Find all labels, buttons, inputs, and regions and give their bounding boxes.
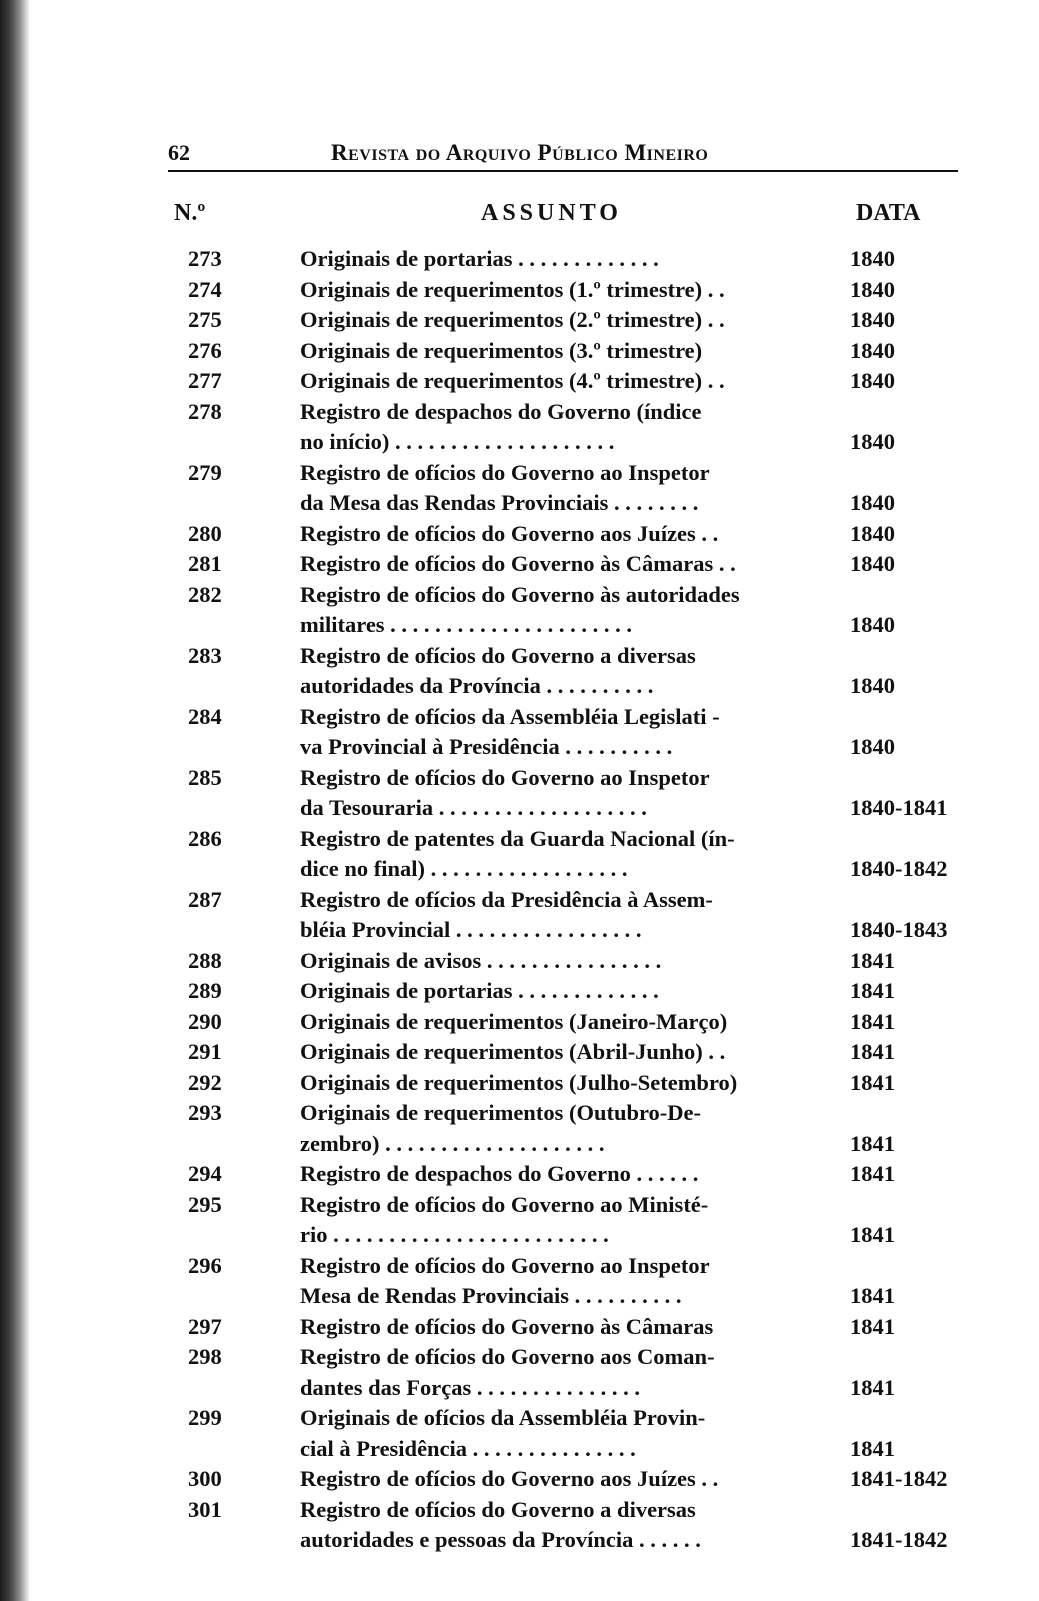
catalog-entry bbox=[0, 1342, 1039, 1403]
catalog-entry bbox=[0, 1251, 1039, 1312]
entry-subject: Registro de ofícios do Governo às autoridades militares . . . . . . . . . . . . . . . . . . . . . . bbox=[300, 581, 740, 637]
entry-date: 1840 bbox=[850, 734, 895, 759]
column-header-number: N.º bbox=[174, 200, 206, 226]
entry-number: 278 bbox=[188, 398, 222, 424]
entry-number: 300 bbox=[188, 1466, 222, 1491]
catalog-entry bbox=[0, 1007, 1039, 1038]
entry-date: 1841 bbox=[850, 1130, 895, 1156]
entry-date: 1840-1841 bbox=[850, 795, 948, 820]
entry-subject: Registro de ofícios da Presidência à Assem- bléia Provincial . . . . . . . . . . . . . . . . . bbox=[300, 886, 713, 942]
entry-number: 275 bbox=[188, 307, 222, 332]
entry-number: 301 bbox=[188, 1496, 222, 1522]
catalog-entry bbox=[0, 458, 1039, 519]
page-number: 62 bbox=[168, 140, 190, 165]
entry-number: 274 bbox=[188, 276, 222, 302]
catalog-entry bbox=[0, 1403, 1039, 1464]
entry-number: 295 bbox=[188, 1191, 222, 1217]
entry-subject: Registro de despachos do Governo (índice no início) . . . . . . . . . . . . . . . . . . . . bbox=[300, 398, 702, 454]
entry-date: 1840-1842 bbox=[850, 856, 948, 881]
entry-subject: Originais de requerimentos (Janeiro-Março) bbox=[300, 1008, 728, 1034]
entry-subject: Registro de ofícios do Governo às Câmaras . . bbox=[300, 551, 736, 576]
entry-subject: Originais de ofícios da Assembléia Provin- cial à Presidência . . . . . . . . . . . . . . . bbox=[300, 1405, 706, 1461]
catalog-entry bbox=[0, 1464, 1039, 1495]
entry-date: 1840 bbox=[850, 337, 895, 363]
catalog-entry bbox=[0, 824, 1039, 885]
entry-date: 1841 bbox=[850, 1222, 895, 1247]
entry-subject: Registro de ofícios da Assembléia Legislati - va Provincial à Presidência . . . . . . . . . . bbox=[300, 703, 720, 759]
entry-subject: Registro de ofícios do Governo aos Coman- dantes das Forças . . . . . . . . . . . . . . . bbox=[300, 1344, 715, 1400]
catalog-entry bbox=[0, 1190, 1039, 1251]
entry-date: 1840 bbox=[850, 368, 895, 393]
entry-number: 273 bbox=[188, 246, 222, 271]
entry-subject: Registro de ofícios do Governo aos Juízes . . bbox=[300, 1466, 719, 1491]
entry-subject: Registro de ofícios do Governo a diversas autoridades e pessoas da Província . . . . . . bbox=[300, 1496, 701, 1552]
entry-number: 287 bbox=[188, 886, 222, 912]
entry-number: 293 bbox=[188, 1100, 222, 1125]
entry-date: 1841 bbox=[850, 947, 895, 973]
catalog-entry bbox=[0, 580, 1039, 641]
catalog-entry bbox=[0, 336, 1039, 367]
entry-number: 289 bbox=[188, 978, 222, 1003]
entry-subject: Registro de ofícios do Governo a diversas autoridades da Província . . . . . . . . . . bbox=[300, 642, 696, 698]
entry-number: 276 bbox=[188, 337, 222, 363]
entry-date: 1841 bbox=[850, 1374, 895, 1400]
entry-subject: Registro de patentes da Guarda Nacional (ín- dice no final) . . . . . . . . . . . . . . . . . . bbox=[300, 825, 735, 881]
entry-number: 282 bbox=[188, 581, 222, 607]
entry-date: 1840 bbox=[850, 307, 895, 332]
entry-date: 1841 bbox=[850, 1161, 895, 1186]
entry-date: 1840 bbox=[850, 673, 895, 698]
catalog-entry bbox=[0, 946, 1039, 977]
entry-number: 277 bbox=[188, 368, 222, 393]
entry-number: 283 bbox=[188, 642, 222, 668]
entry-number: 296 bbox=[188, 1252, 222, 1278]
catalog-entry bbox=[0, 1037, 1039, 1068]
catalog-entry bbox=[0, 305, 1039, 336]
catalog-entry bbox=[0, 1495, 1039, 1556]
entry-subject: Originais de requerimentos (2.º trimestre) . . bbox=[300, 307, 725, 332]
entry-date: 1841 bbox=[850, 1313, 895, 1339]
entry-subject: Registro de ofícios do Governo aos Juízes . . bbox=[300, 520, 719, 546]
column-header-subject: ASSUNTO bbox=[481, 200, 622, 226]
catalog-entry bbox=[0, 702, 1039, 763]
catalog-entry bbox=[0, 976, 1039, 1007]
entry-number: 288 bbox=[188, 947, 222, 973]
catalog-entry bbox=[0, 763, 1039, 824]
entry-number: 286 bbox=[188, 825, 222, 851]
entry-subject: Originais de portarias . . . . . . . . . . . . . bbox=[300, 978, 659, 1003]
entry-subject: Registro de ofícios do Governo ao Inspetor da Mesa das Rendas Provinciais . . . . . . . . bbox=[300, 459, 710, 515]
entry-subject: Registro de ofícios do Governo ao Ministé- rio . . . . . . . . . . . . . . . . . . . . . . . . . bbox=[300, 1191, 709, 1247]
catalog-entry bbox=[0, 366, 1039, 397]
column-header-date: DATA bbox=[856, 200, 921, 226]
entry-subject: Registro de ofícios do Governo às Câmaras bbox=[300, 1313, 714, 1339]
entry-number: 290 bbox=[188, 1008, 222, 1034]
catalog-entry bbox=[0, 885, 1039, 946]
entry-number: 292 bbox=[188, 1069, 222, 1095]
catalog-entry bbox=[0, 1098, 1039, 1159]
catalog-entry bbox=[0, 641, 1039, 702]
catalog-entry bbox=[0, 1159, 1039, 1190]
entry-date: 1840 bbox=[850, 612, 895, 637]
entry-date: 1841-1842 bbox=[850, 1466, 948, 1491]
entry-number: 299 bbox=[188, 1405, 222, 1430]
entry-date: 1841 bbox=[850, 1435, 895, 1461]
catalog-entry bbox=[0, 275, 1039, 306]
entry-number: 298 bbox=[188, 1344, 222, 1369]
entry-subject: Originais de requerimentos (Julho-Setembro) bbox=[300, 1069, 738, 1095]
catalog-entry bbox=[0, 1068, 1039, 1099]
entry-date: 1840 bbox=[850, 429, 895, 454]
entry-subject: Registro de despachos do Governo . . . . . . bbox=[300, 1161, 699, 1186]
entry-date: 1841-1842 bbox=[850, 1527, 948, 1552]
entry-subject: Originais de portarias . . . . . . . . . . . . . bbox=[300, 246, 659, 271]
entry-date: 1840 bbox=[850, 490, 895, 515]
entry-subject: Registro de ofícios do Governo ao Inspetor da Tesouraria . . . . . . . . . . . . . . . . . . . bbox=[300, 764, 710, 820]
entry-number: 294 bbox=[188, 1161, 222, 1186]
journal-title: Revista do Arquivo Público Mineiro bbox=[331, 140, 709, 165]
entry-date: 1840 bbox=[850, 276, 895, 302]
entry-subject: Originais de requerimentos (4.º trimestre) . . bbox=[300, 368, 725, 393]
entry-number: 291 bbox=[188, 1039, 222, 1064]
column-headers bbox=[168, 200, 958, 234]
entry-number: 284 bbox=[188, 703, 222, 729]
entry-number: 285 bbox=[188, 764, 222, 790]
entry-subject: Originais de requerimentos (3.º trimestre) bbox=[300, 337, 703, 363]
catalog-entry bbox=[0, 549, 1039, 580]
entry-subject: Originais de avisos . . . . . . . . . . . . . . . . bbox=[300, 947, 662, 973]
entry-date: 1840 bbox=[850, 520, 895, 546]
catalog-entry bbox=[0, 1312, 1039, 1343]
entry-date: 1841 bbox=[850, 1069, 895, 1095]
catalog-entries bbox=[0, 244, 1039, 1556]
entry-number: 279 bbox=[188, 459, 222, 485]
entry-subject: Originais de requerimentos (Abril-Junho) . . bbox=[300, 1039, 726, 1064]
catalog-entry bbox=[0, 244, 1039, 275]
running-header bbox=[168, 138, 958, 172]
entry-date: 1841 bbox=[850, 1283, 895, 1308]
entry-number: 281 bbox=[188, 551, 222, 576]
entry-date: 1840 bbox=[850, 551, 895, 576]
entry-date: 1840 bbox=[850, 246, 895, 271]
entry-subject: Originais de requerimentos (Outubro-De- zembro) . . . . . . . . . . . . . . . . . . . . bbox=[300, 1100, 702, 1156]
entry-date: 1841 bbox=[850, 978, 895, 1003]
catalog-entry bbox=[0, 397, 1039, 458]
entry-number: 280 bbox=[188, 520, 222, 546]
catalog-entry bbox=[0, 519, 1039, 550]
entry-date: 1841 bbox=[850, 1008, 895, 1034]
entry-date: 1840-1843 bbox=[850, 917, 948, 942]
entry-number: 297 bbox=[188, 1313, 222, 1339]
entry-subject: Registro de ofícios do Governo ao Inspetor Mesa de Rendas Provinciais . . . . . . . . . . bbox=[300, 1252, 710, 1308]
entry-subject: Originais de requerimentos (1.º trimestre) . . bbox=[300, 276, 725, 302]
entry-date: 1841 bbox=[850, 1039, 895, 1064]
